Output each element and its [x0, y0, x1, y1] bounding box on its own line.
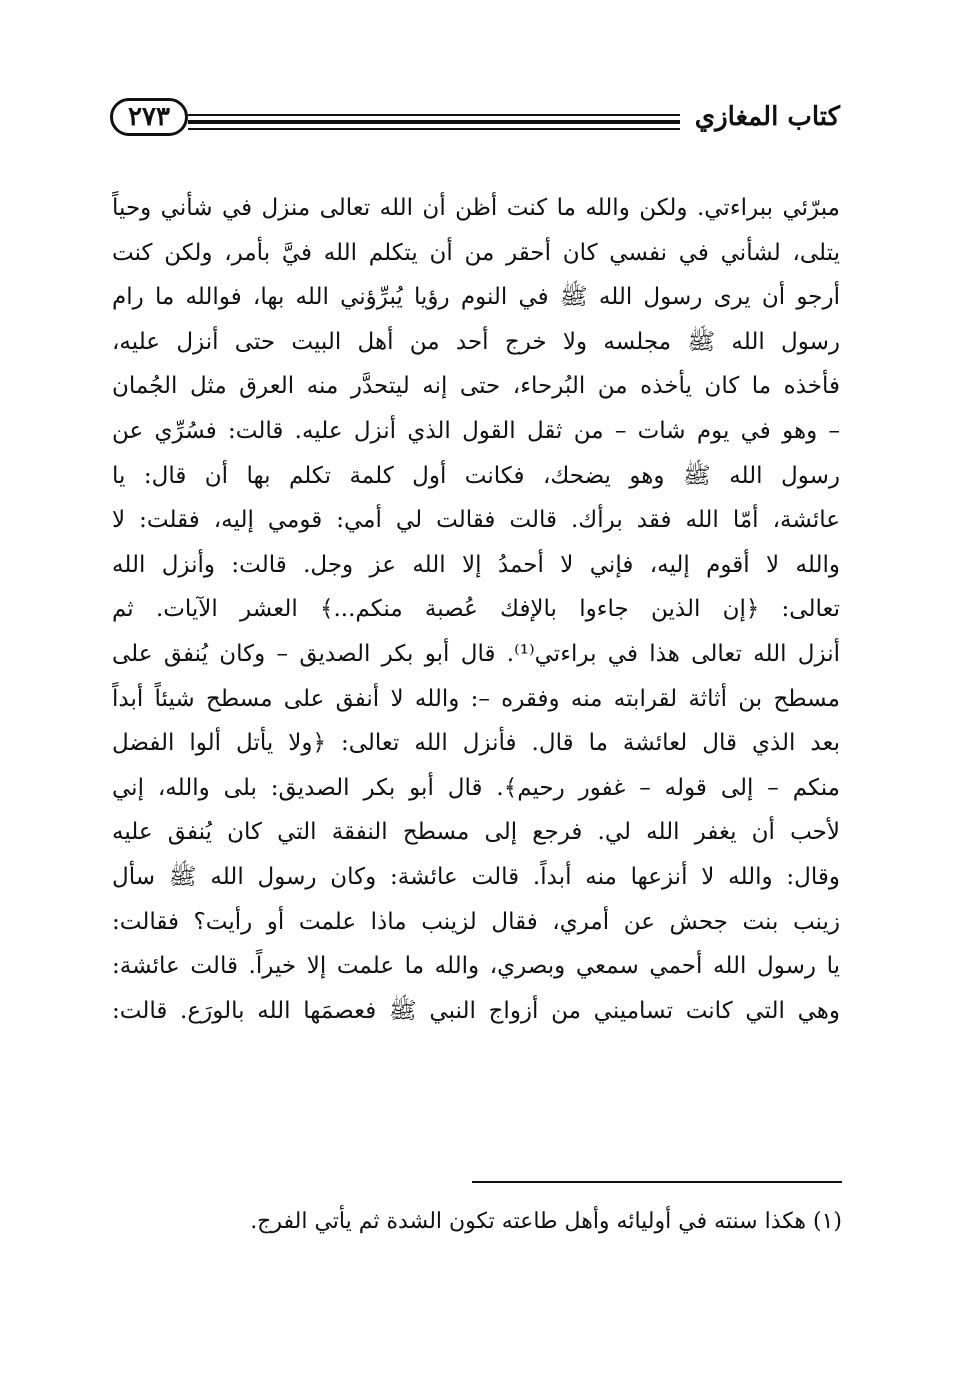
footnote-divider — [472, 1181, 842, 1183]
page-header — [110, 98, 840, 142]
body-line: منكم – إلى قوله – غفور رحيم﴾. قال أبو بكر الصديق: بلى والله، إني — [112, 774, 840, 801]
body-line: أنزل الله تعالى هذا في براءتي⁽¹⁾. قال أبو بكر الصديق – وكان يُنفق على — [112, 640, 840, 667]
body-line: – وهو في يوم شات – من ثقل القول الذي أنزل عليه. قالت: فسُرِّي عن — [112, 417, 840, 444]
body-line: أرجو أن يرى رسول الله ﷺ في النوم رؤيا يُبرِّؤني الله بها، فوالله ما رام — [112, 284, 840, 311]
header-rule — [188, 114, 680, 116]
page-number: ٢٧٣ — [110, 98, 188, 136]
header-rule — [188, 120, 680, 124]
body-line: زينب بنت جحش عن أمري، فقال لزينب ماذا علمت أو رأيت؟ فقالت: — [112, 908, 840, 935]
body-line: مسطح بن أثاثة لقرابته منه وفقره –: والله لا أنفق على مسطح شيئاً أبداً — [112, 685, 840, 712]
body-line: وقال: والله لا أنزعها منه أبداً. قالت عائشة: وكان رسول الله ﷺ سأل — [112, 863, 840, 890]
body-line: مبرّئي ببراءتي. ولكن والله ما كنت أظن أن الله تعالى منزل في شأني وحياً — [112, 195, 840, 221]
body-line: والله لا أقوم إليه، فإني لا أحمدُ إلا الله عز وجل. قالت: وأنزل الله — [112, 551, 840, 578]
footnote: (١) هكذا سنته في أوليائه وأهل طاعته تكون الشدة ثم يأتي الفرج. — [250, 1209, 842, 1234]
body-line: فأخذه ما كان يأخذه من البُرحاء، حتى إنه ليتحدَّر منه العرق مثل الجُمان — [112, 373, 840, 400]
body-line: يتلى، لشأني في نفسي كان أحقر من أن يتكلم الله فيَّ بأمر، ولكن كنت — [112, 239, 840, 266]
book-title: كتاب المغازي — [694, 102, 840, 132]
body-line: يا رسول الله أحمي سمعي وبصري، والله ما علمت إلا خيراً. قالت عائشة: — [112, 953, 840, 980]
body-line: رسول الله ﷺ مجلسه ولا خرج أحد من أهل البيت حتى أنزل عليه، — [112, 328, 840, 355]
body-line: بعد الذي قال لعائشة ما قال. فأنزل الله تعالى: ﴿ولا يأتل ألوا الفضل — [112, 730, 840, 757]
body-line: لأحب أن يغفر الله لي. فرجع إلى مسطح النفقة التي كان يُنفق عليه — [112, 819, 840, 846]
body-line: رسول الله ﷺ وهو يضحك، فكانت أول كلمة تكلم بها أن قال: يا — [112, 462, 840, 489]
body-line: وهي التي كانت تساميني من أزواج النبي ﷺ فعصمَها الله بالورَع. قالت: — [112, 997, 840, 1024]
body-text — [112, 186, 840, 1033]
header-rule — [188, 128, 680, 130]
body-line: تعالى: ﴿إن الذين جاءوا بالإفك عُصبة منكم...﴾ العشر الآيات. ثم — [112, 596, 840, 623]
body-line: عائشة، أمّا الله فقد برأك. قالت فقالت لي أمي: قومي إليه، فقلت: لا — [112, 507, 840, 534]
